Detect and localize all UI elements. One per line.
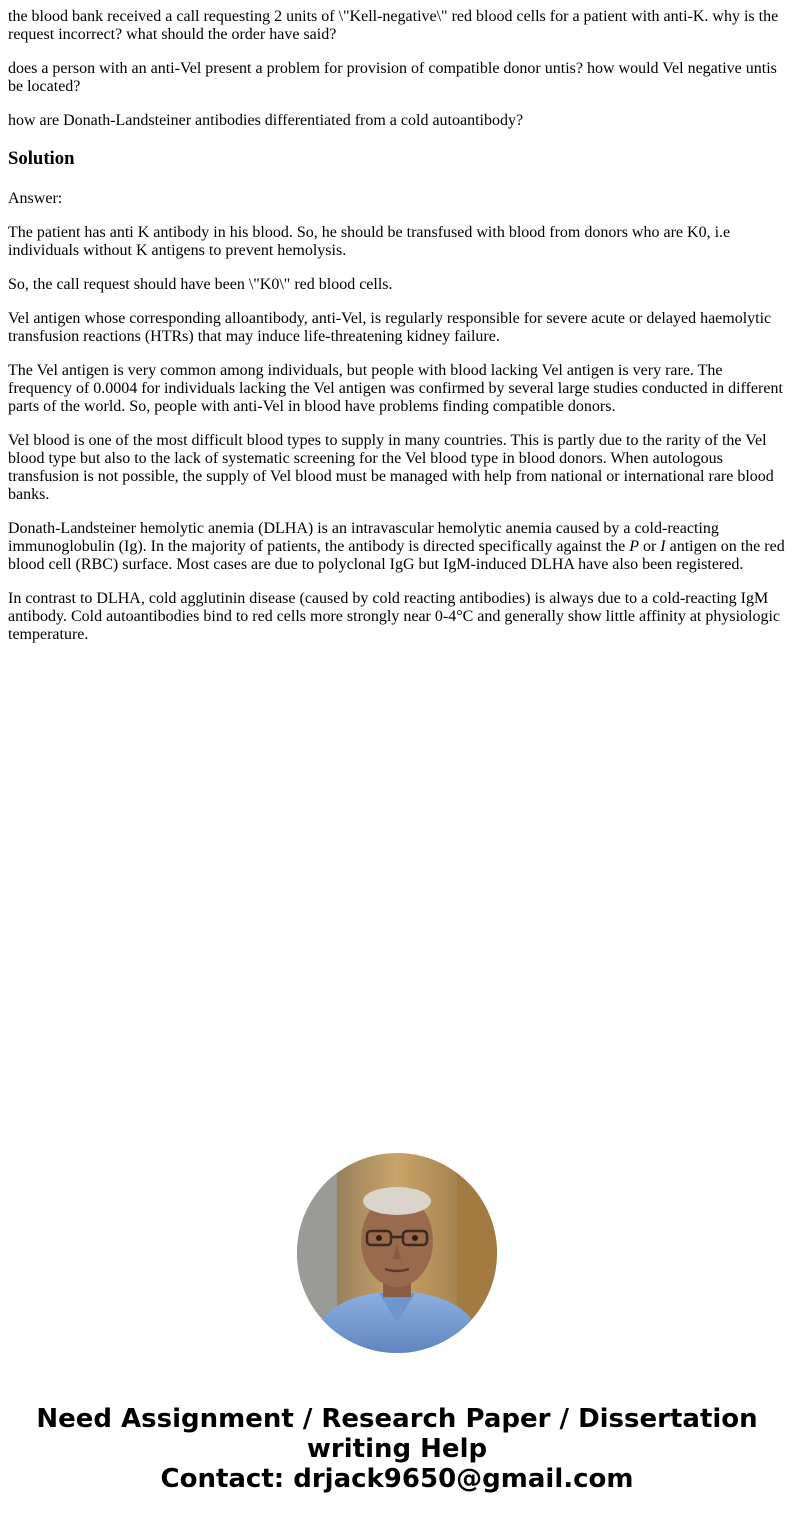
dlha-text: Donath-Landsteiner hemolytic anemia (DLHA) is an intravascular hemolytic anemia caused by a cold-reacting immunoglobulin (Ig). In the majority of patients, the antibody is directed specifically against the xyxy=(8,520,719,555)
dlha-text: antigen on the red blood cell (RBC) surface. Most cases are due to polyclonal IgG but IgM-induced DLHA have also been registered. xyxy=(8,538,785,573)
dlha-paragraph xyxy=(8,520,786,574)
promo-banner xyxy=(0,1404,794,1494)
answer-paragraph: So, the call request should have been \"K0\" red blood cells. xyxy=(8,276,393,293)
promo-contact: Contact: drjack9650@gmail.com xyxy=(160,1464,634,1494)
solution-heading: Solution xyxy=(8,148,75,169)
antigen-i: I xyxy=(660,538,666,555)
promo-line: Need Assignment / Research Paper / Dissertation xyxy=(36,1404,758,1434)
avatar xyxy=(297,1153,497,1353)
article-body xyxy=(8,0,786,660)
question-paragraph: the blood bank received a call requesting 2 units of \"Kell-negative\" red blood cells for a patient with anti-K. why is the request incorrect? what should the order have said? xyxy=(8,8,779,43)
promo-line: writing Help xyxy=(306,1434,488,1464)
answer-paragraph: The Vel antigen is very common among individuals, but people with blood lacking Vel antigen is very rare. The frequency of 0.0004 for individuals lacking the Vel antigen was confirmed by several large studies conducted in different parts of the world. So, people with anti-Vel in blood have problems finding compatible donors. xyxy=(8,362,783,415)
dlha-text: or xyxy=(638,538,661,555)
antigen-p: P xyxy=(629,538,639,555)
answer-paragraph: The patient has anti K antibody in his blood. So, he should be transfused with blood from donors who are K0, i.e individuals without K antigens to prevent hemolysis. xyxy=(8,224,731,259)
answer-paragraph: Vel blood is one of the most difficult blood types to supply in many countries. This is partly due to the rarity of the Vel blood type but also to the lack of systematic screening for the Vel blood type in blood donors. When autologous transfusion is not possible, the supply of Vel blood must be managed with help from national or international rare blood banks. xyxy=(8,432,774,503)
question-paragraph: does a person with an anti-Vel present a problem for provision of compatible donor untis? how would Vel negative untis be located? xyxy=(8,60,777,95)
question-paragraph: how are Donath-Landsteiner antibodies differentiated from a cold autoantibody? xyxy=(8,112,524,129)
answer-label: Answer: xyxy=(8,190,63,207)
avatar-portrait-image xyxy=(297,1153,497,1353)
answer-paragraph: Vel antigen whose corresponding alloantibody, anti-Vel, is regularly responsible for severe acute or delayed haemolytic transfusion reactions (HTRs) that may induce life-threatening kidney failure. xyxy=(8,310,772,345)
closing-paragraph: In contrast to DLHA, cold agglutinin disease (caused by cold reacting antibodies) is always due to a cold-reacting IgM antibody. Cold autoantibodies bind to red cells more strongly near 0-4°C and generally show little affinity at physiologic temperature. xyxy=(8,590,781,643)
